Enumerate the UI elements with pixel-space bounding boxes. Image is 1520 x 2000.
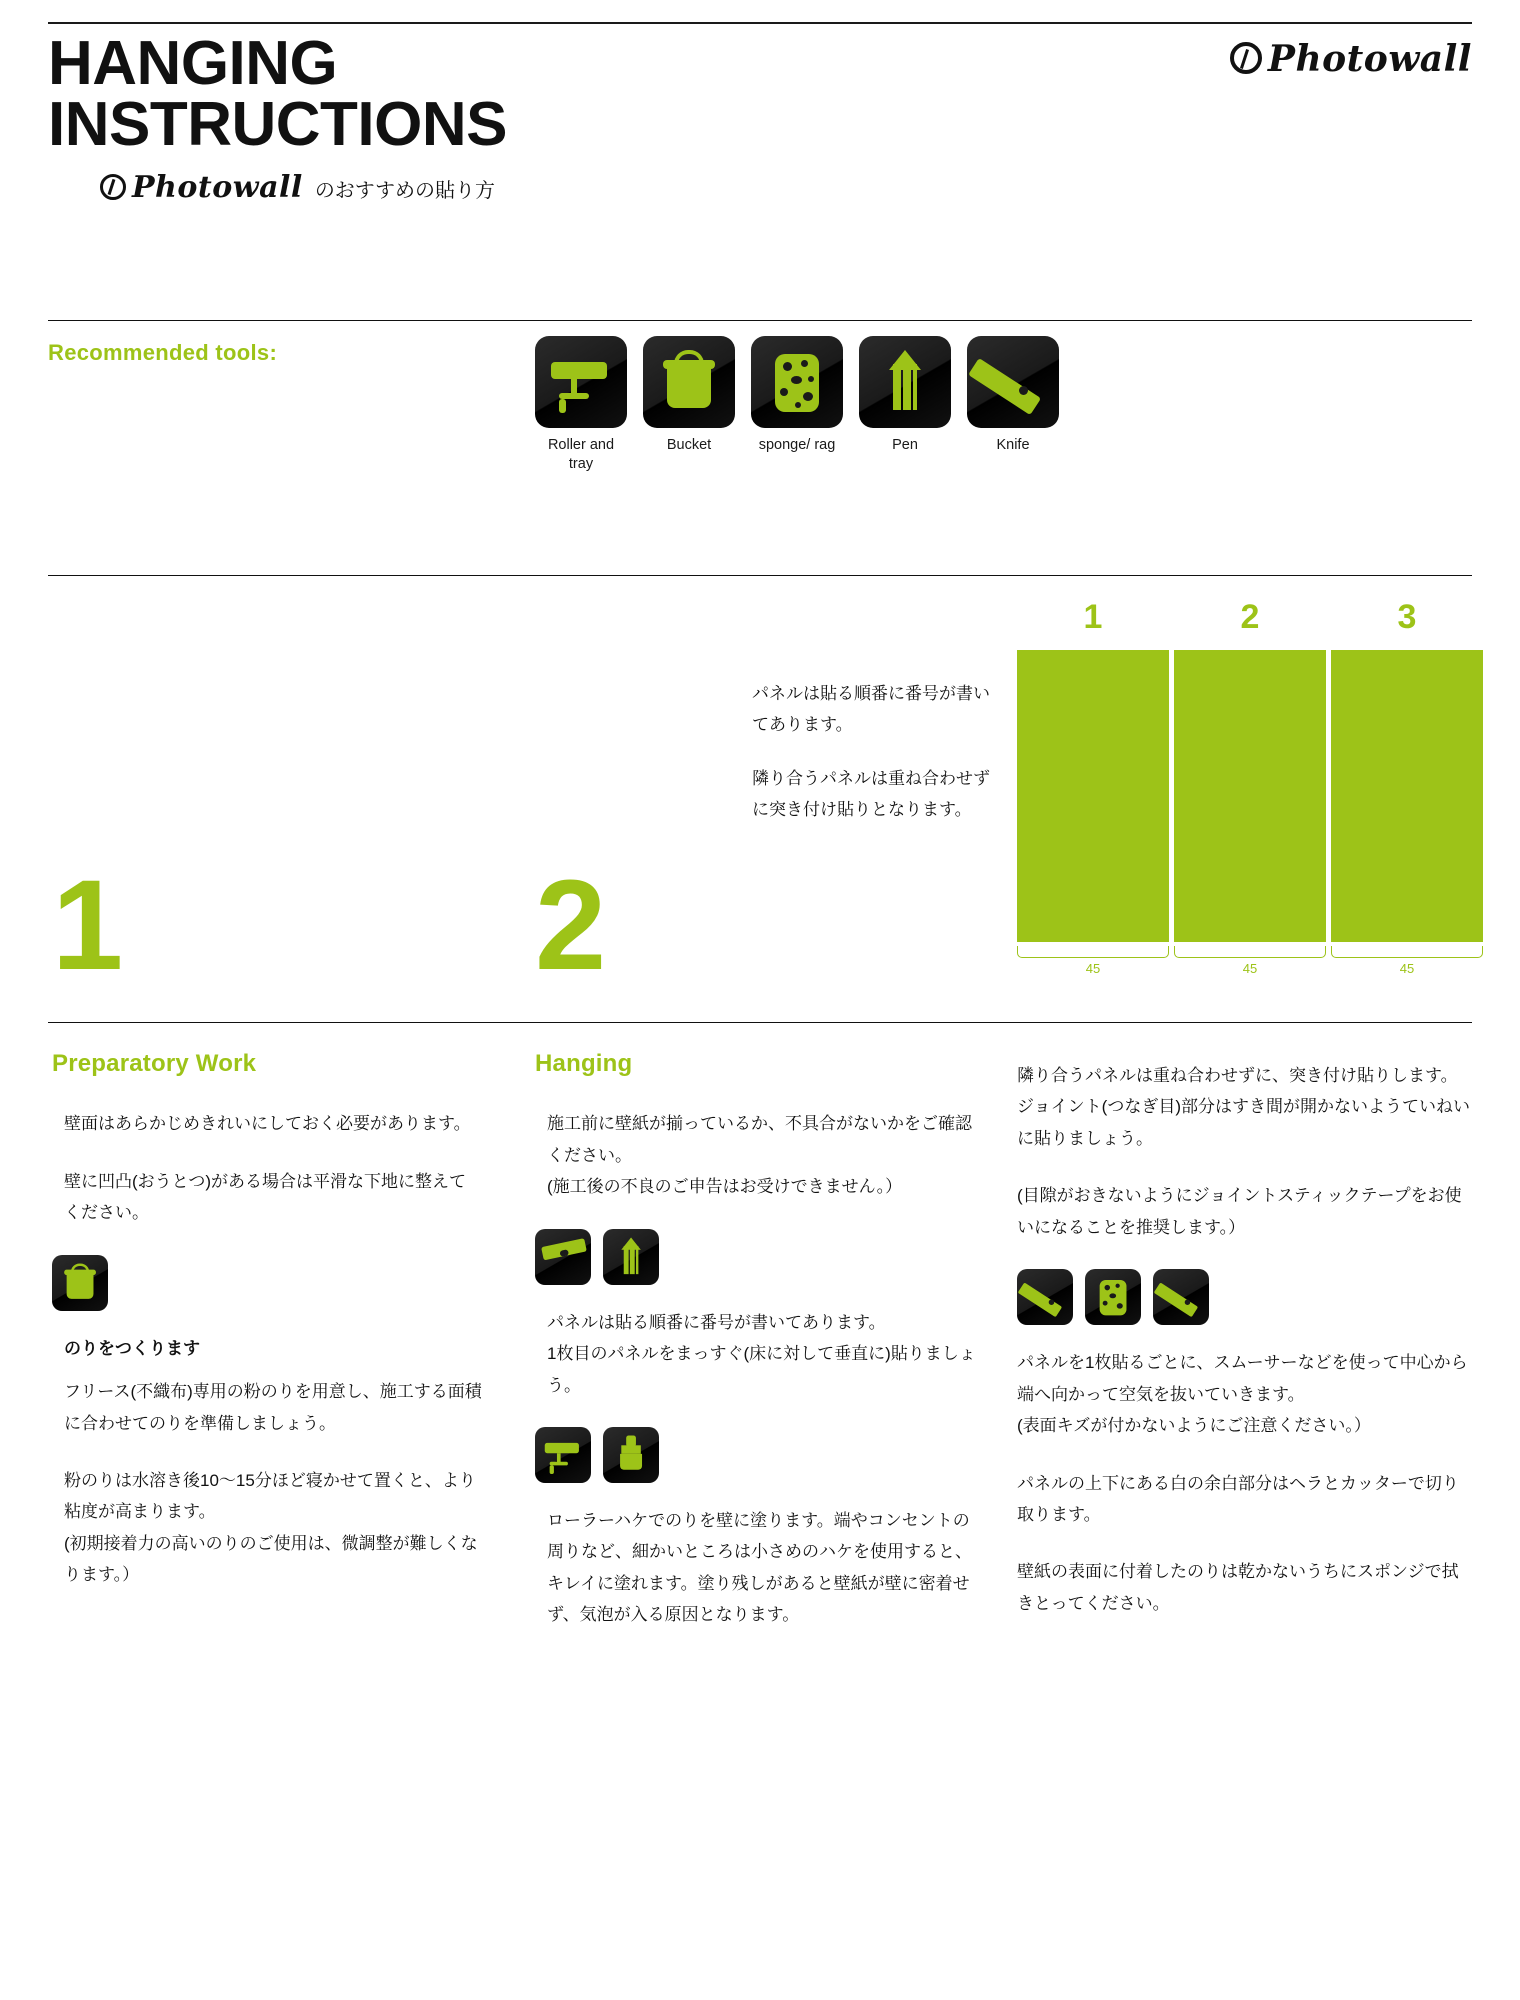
panel-width-label: 45 [1085,961,1101,976]
panel-width-label: 45 [1399,961,1415,976]
col2-paragraph-4: 1枚目のパネルをまっすぐ(床に対して垂直に)貼りましょう。 [547,1344,976,1395]
photowall-mark-icon [100,174,126,200]
panel-number-row [1017,598,1483,637]
panel-note-2: 隣り合うパネルは重ね合わせずに突き付け貼りとなります。 [752,768,990,820]
tool-roller-tray [535,336,627,474]
panel-note-1: パネルは貼る順番に番号が書いてあります。 [752,684,990,735]
brand-logo-top [1230,38,1472,80]
col1-icon-row [52,1255,482,1311]
column-hanging [535,1042,985,1657]
sponge-icon [1085,1269,1141,1325]
tool-bucket [643,336,735,474]
step-number-2: 2 [535,854,604,997]
tool-caption: Knife [996,437,1030,453]
col1-subheading: のりをつくります [64,1338,200,1358]
col2-paragraph-1: 施工前に壁紙が揃っているか、不具合がないかをご確認ください。 [547,1114,972,1165]
columns-divider [48,1022,1472,1023]
col1-paragraph-2: 壁に凹凸(おうとつ)がある場合は平滑な下地に整えてください。 [64,1171,466,1223]
tool-caption: sponge/ rag [758,437,836,453]
tool-pen [859,336,951,474]
knife-icon [967,336,1059,428]
col3-paragraph-5: パネルの上下にある白の余白部分はヘラとカッターで切り取ります。 [1017,1473,1459,1524]
bucket-icon [52,1255,108,1311]
mid-divider [48,575,1472,576]
subtitle-row [48,170,1472,205]
col3-paragraph-3: パネルを1枚貼るごとに、スムーサーなどを使って中心から端へ向かって空気を抜いていきます。 [1017,1353,1468,1404]
panel-width-label: 45 [1242,961,1258,976]
col2-paragraph-3: パネルは貼る順番に番号が書いてあります。 [547,1312,886,1332]
document-header [48,29,1472,205]
tools-strip [535,336,1059,474]
panel-number: 1 [1083,598,1103,636]
panel-width-brace [1174,946,1326,976]
pen-icon [859,336,951,428]
title-line-2: INSTRUCTIONS [48,89,507,159]
title-line-1: HANGING [48,29,338,98]
bucket-icon [643,336,735,428]
sponge-icon [751,336,843,428]
brand-logo-small [100,170,303,205]
roller-tray-icon [535,1427,591,1483]
col1-paragraph-4: 粉のりは水溶き後10〜15分ほど寝かせて置くと、より粘度が高まります。 [64,1471,476,1522]
panel-2 [1174,650,1326,942]
step-number-1: 1 [52,854,121,997]
tool-caption: Roller and tray [547,437,615,472]
column-1-heading: Preparatory Work [52,1050,257,1077]
col3-paragraph-6: 壁紙の表面に付着したのりは乾かないうちにスポンジで拭きとってください。 [1017,1562,1459,1613]
tool-caption: Pen [892,437,918,453]
roller-tray-icon [535,336,627,428]
brand-name-small: Photowall [132,169,303,205]
knife-icon [1153,1269,1209,1325]
panel-width-braces [1017,946,1483,976]
col3-paragraph-4: (表面キズが付かないようにご注意ください。） [1017,1416,1371,1436]
column-2-heading: Hanging [535,1050,633,1077]
panel-number: 2 [1240,598,1260,636]
col3-paragraph-2: (目隙がおきないようにジョイントスティックテープをお使いになることを推奨します。） [1017,1186,1462,1237]
column-jointing [1017,1060,1472,1645]
panel-1 [1017,650,1169,942]
tool-caption: Bucket [666,437,712,453]
pen-icon [603,1229,659,1285]
panel-width-brace [1017,946,1169,976]
tools-divider [48,320,1472,321]
col3-icon-row [1017,1269,1472,1325]
tools-label: Recommended tools: [48,340,278,365]
panel-3 [1331,650,1483,942]
knife-icon [1017,1269,1073,1325]
tool-knife [967,336,1059,474]
panel-width-brace [1331,946,1483,976]
level-icon [535,1229,591,1285]
top-divider [48,22,1472,24]
photowall-mark-icon-top [1230,42,1262,74]
brand-name-top: Photowall [1267,38,1472,80]
col1-paragraph-5: (初期接着力の高いのりのご使用は、微調整が難しくなります。） [64,1533,478,1585]
col2-icon-row-1 [535,1229,985,1285]
col2-icon-row-2 [535,1427,985,1483]
panel-number: 3 [1397,598,1417,636]
panel-diagram-notes [752,678,1002,848]
col2-paragraph-5: ローラーハケでのりを壁に塗ります。端やコンセントの周りなど、細かいところは小さめのハケを使用すると、キレイに塗れます。塗り残しがあると壁紙が壁に密着せず、気泡が入る原因となります。 [547,1511,972,1625]
col2-paragraph-2: (施工後の不良のご申告はお受けできません。） [547,1177,903,1197]
brush-icon [603,1427,659,1483]
panel-diagram [1017,650,1483,942]
tool-sponge [751,336,843,474]
subtitle-japanese: のおすすめの貼り方 [314,179,496,202]
col3-paragraph-1: 隣り合うパネルは重ね合わせずに、突き付け貼りします。ジョイント(つなぎ目)部分はすき間が開かないようていねいに貼りましょう。 [1017,1066,1470,1148]
col1-paragraph-1: 壁面はあらかじめきれいにしておく必要があります。 [64,1114,471,1134]
col1-paragraph-3: フリース(不織布)専用の粉のりを用意し、施工する面積に合わせてのりを準備しましょう。 [64,1382,482,1433]
column-preparatory-work [52,1042,482,1617]
